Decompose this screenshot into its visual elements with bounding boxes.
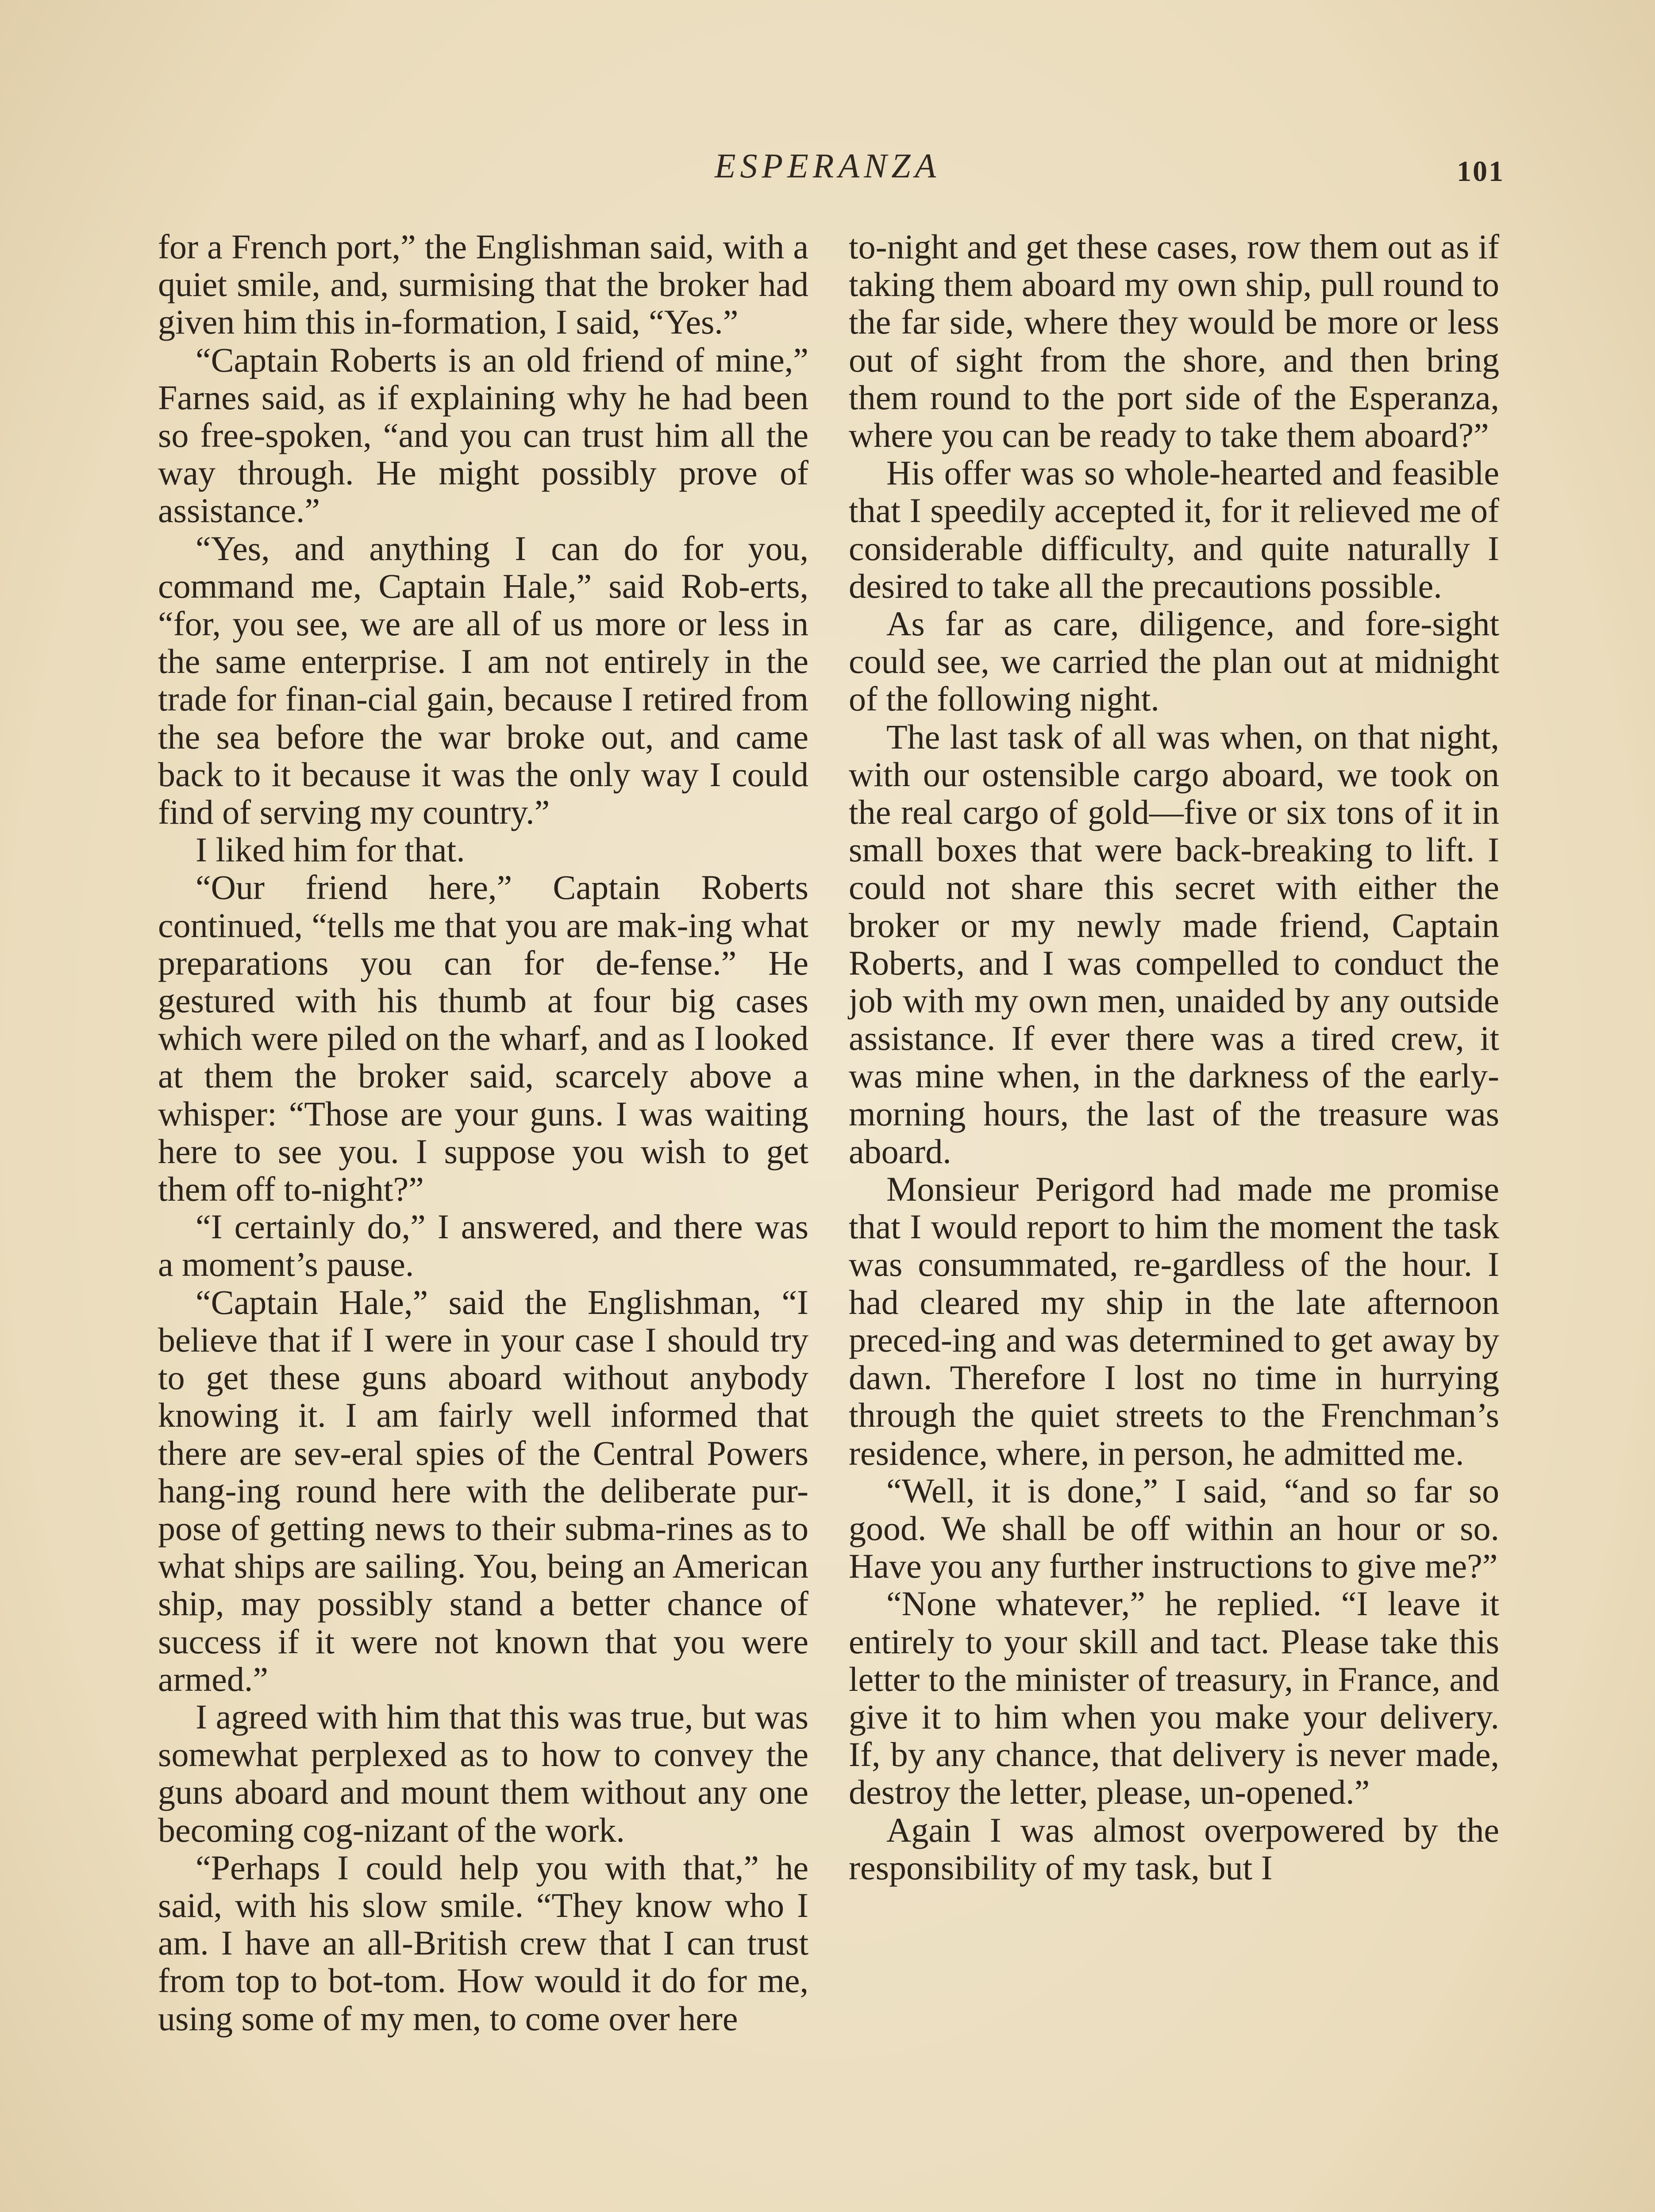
- paragraph: “Yes, and anything I can do for you, command me, Captain Hale,” said Rob-erts, “for, you see, we are all of us more or less in the same enterprise. I am not entirely in the trade for finan-cial gain, because I retired from the sea before the war broke out, and came back to it because it was the only way I could find of serving my country.”: [158, 529, 808, 832]
- paragraph: The last task of all was when, on that night, with our ostensible cargo aboard, we took on the real cargo of gold—five or six tons of it in small boxes that were back-breaking to lift. I could not share this secret with either the broker or my newly made friend, Captain Roberts, and I was compelled to conduct the job with my own men, unaided by any outside assistance. If ever there was a tired crew, it was mine when, in the darkness of the early-morning hours, the last of the treasure was aboard.: [849, 717, 1499, 1171]
- paragraph: I agreed with him that this was true, but was somewhat perplexed as to how to convey the guns aboard and mount them without any one becoming cog-nizant of the work.: [158, 1697, 808, 1849]
- paragraph: “Well, it is done,” I said, “and so far so good. We shall be off within an hour or so. Have you any further instructions to give me?”: [849, 1471, 1499, 1586]
- paragraph: for a French port,” the Englishman said, with a quiet smile, and, surmising that the broker had given him this in-formation, I said, “Yes.”: [158, 227, 808, 342]
- paragraph: I liked him for that.: [196, 830, 465, 869]
- paragraph: As far as care, diligence, and fore-sight could see, we carried the plan out at midnight of the following night.: [849, 604, 1499, 718]
- paragraph: to-night and get these cases, row them out as if taking them aboard my own ship, pull round to the far side, where they would be more or less out of sight from the shore, and then bring them round to the port side of the Esperanza, where you can be ready to take them aboard?”: [849, 227, 1499, 455]
- right-text-column: [849, 228, 1499, 1886]
- paragraph: Again I was almost overpowered by the responsibility of my task, but I: [849, 1810, 1499, 1887]
- paragraph: His offer was so whole-hearted and feasible that I speedily accepted it, for it relieved me of considerable difficulty, and quite naturally I desired to take all the precautions possible.: [849, 453, 1499, 605]
- paragraph: “Perhaps I could help you with that,” he said, with his slow smile. “They know who I am. I have an all-British crew that I can trust from top to bot-tom. How would it do for me, using some of my men, to come over here: [158, 1848, 808, 2038]
- paragraph: Monsieur Perigord had made me promise that I would report to him the moment the task was consummated, re-gardless of the hour. I had cleared my ship in the late afternoon preced-ing and was determined to get away by dawn. Therefore I lost no time in hurrying through the quiet streets to the Frenchman’s residence, where, in person, he admitted me.: [849, 1170, 1499, 1472]
- paragraph: “I certainly do,” I answered, and there was a moment’s pause.: [158, 1207, 808, 1284]
- paragraph: “Captain Roberts is an old friend of mine,” Farnes said, as if explaining why he had been so free-spoken, “and you can trust him all the way through. He might possibly prove of assistance.”: [158, 340, 808, 530]
- paragraph: “Our friend here,” Captain Roberts continued, “tells me that you are mak-ing what preparations you can for de-fense.” He gestured with his thumb at four big cases which were piled on the wharf, and as I looked at them the broker said, scarcely above a whisper: “Those are your guns. I was waiting here to see you. I suppose you wish to get them off to-night?”: [158, 868, 808, 1209]
- left-text-column: [158, 228, 808, 2037]
- running-header-title: ESPERANZA: [714, 146, 941, 185]
- paragraph: “None whatever,” he replied. “I leave it entirely to your skill and tact. Please take this letter to the minister of treasury, in France, and give it to him when you make your delivery. If, by any chance, that delivery is never made, destroy the letter, please, un-opened.”: [849, 1584, 1499, 1812]
- paragraph: “Captain Hale,” said the Englishman, “I believe that if I were in your case I should try to get these guns aboard without anybody knowing it. I am fairly well informed that there are sev-eral spies of the Central Powers hang-ing round here with the deliberate pur-pose of getting news to their subma-rines as to what ships are sailing. You, being an American ship, may possibly stand a better chance of success if it were not known that you were armed.”: [158, 1283, 808, 1698]
- page-number: 101: [1457, 155, 1505, 188]
